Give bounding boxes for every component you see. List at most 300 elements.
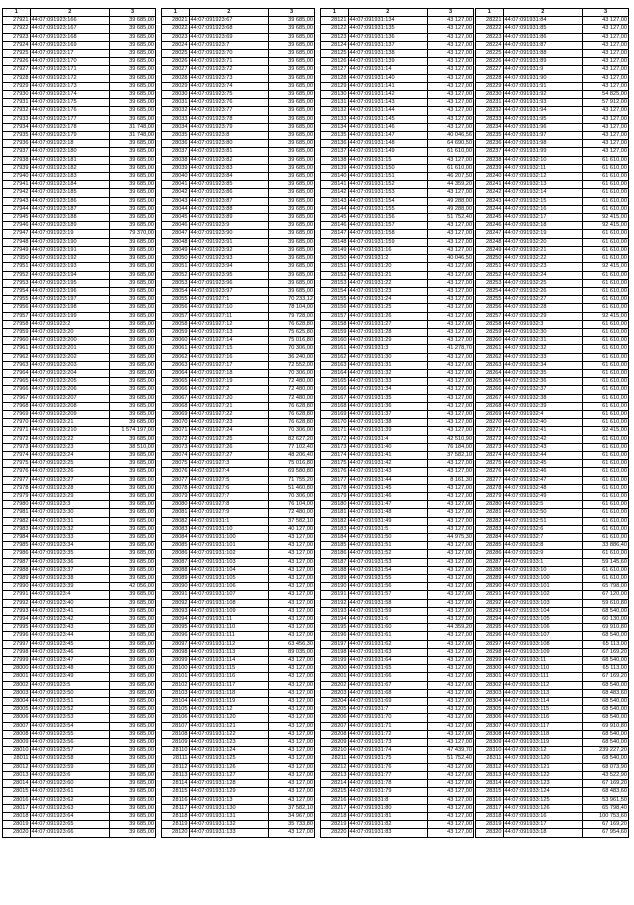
cadastral-value: 43 127,00	[428, 665, 474, 673]
cadastral-number: 44:07:091923:56	[30, 739, 110, 747]
row-number: 28098	[162, 648, 190, 656]
table-row	[321, 271, 474, 279]
table-row	[321, 492, 474, 500]
cadastral-value: 39 685,00	[110, 386, 156, 394]
table-row	[321, 50, 474, 58]
cadastral-number: 44:07:091927:24	[189, 427, 269, 435]
cadastral-number: 44:07:091933:122	[503, 771, 583, 779]
table-row	[162, 583, 315, 591]
table-row	[3, 230, 156, 238]
row-number: 28034	[162, 123, 190, 131]
cadastral-value: 39 685,00	[110, 361, 156, 369]
cadastral-value: 43 127,00	[428, 706, 474, 714]
row-number: 28309	[476, 739, 504, 747]
table-row	[476, 255, 629, 263]
row-number: 28296	[476, 632, 504, 640]
cadastral-number: 44:07:091923:24	[30, 451, 110, 459]
cadastral-value: 43 127,00	[428, 657, 474, 665]
cadastral-number: 44:07:091923:37	[30, 566, 110, 574]
cadastral-number: 44:07:091923:178	[30, 123, 110, 131]
cadastral-number: 44:07:091931:24	[348, 296, 428, 304]
table-row	[476, 739, 629, 747]
table-row	[162, 492, 315, 500]
cadastral-value: 70 233,12	[269, 296, 315, 304]
cadastral-number: 44:07:091931:11	[189, 616, 269, 624]
cadastral-value: 65 113,00	[583, 640, 629, 648]
row-number: 28297	[476, 640, 504, 648]
row-number: 28218	[321, 812, 349, 820]
cadastral-number: 44:07:091923:48	[30, 665, 110, 673]
cadastral-number: 44:07:091923:200	[30, 337, 110, 345]
table-row	[476, 542, 629, 550]
cadastral-value: 54 825,00	[583, 91, 629, 99]
cadastral-value: 92 415,00	[583, 214, 629, 222]
table-row	[476, 566, 629, 574]
cadastral-number: 44:07:091931:64	[348, 657, 428, 665]
table-row	[3, 583, 156, 591]
cadastral-number: 44:07:091923:88	[189, 205, 269, 213]
table-row	[162, 435, 315, 443]
cadastral-value: 61 610,00	[583, 501, 629, 509]
cadastral-value: 71 755,20	[269, 476, 315, 484]
table-row	[3, 394, 156, 402]
row-number: 28213	[321, 771, 349, 779]
row-number: 28181	[321, 509, 349, 517]
row-number: 28014	[3, 780, 31, 788]
table-row	[476, 123, 629, 131]
cadastral-number: 44:07:091931:4	[348, 435, 428, 443]
cadastral-number: 44:07:091923:17	[30, 50, 110, 58]
cadastral-number: 44:07:091931:62	[348, 640, 428, 648]
cadastral-value: 39 685,00	[110, 410, 156, 418]
table-row	[321, 739, 474, 747]
cadastral-number: 44:07:091923:209	[30, 410, 110, 418]
row-number: 28000	[3, 665, 31, 673]
table-row	[476, 509, 629, 517]
cadastral-value: 43 127,00	[269, 599, 315, 607]
row-number: 28192	[321, 599, 349, 607]
cadastral-number: 44:07:091931:95	[503, 115, 583, 123]
table-row	[3, 812, 156, 820]
row-number: 28045	[162, 214, 190, 222]
cadastral-number: 44:07:091931:70	[348, 714, 428, 722]
cadastral-number: 44:07:091931:38	[348, 419, 428, 427]
cadastral-number: 44:07:091923:40	[30, 599, 110, 607]
table-row	[3, 517, 156, 525]
table-row	[321, 189, 474, 197]
row-number: 28318	[476, 812, 504, 820]
table-row	[3, 640, 156, 648]
cadastral-number: 44:07:091923:205	[30, 378, 110, 386]
table-row	[162, 763, 315, 771]
table-row	[3, 402, 156, 410]
row-number: 28191	[321, 591, 349, 599]
row-number: 28259	[476, 328, 504, 336]
cadastral-value: 39 685,00	[110, 91, 156, 99]
cadastral-number: 44:07:091927:6	[189, 484, 269, 492]
row-number: 28178	[321, 484, 349, 492]
header-row	[162, 9, 315, 17]
table-row	[321, 369, 474, 377]
table-row	[476, 796, 629, 804]
table-row	[3, 50, 156, 58]
cadastral-number: 44:07:091923:206	[30, 386, 110, 394]
table-row	[476, 673, 629, 681]
table-row	[3, 607, 156, 615]
table-row	[162, 714, 315, 722]
row-number: 28031	[162, 99, 190, 107]
table-row	[476, 156, 629, 164]
row-number: 28144	[321, 205, 349, 213]
cadastral-number: 44:07:091923:21	[30, 419, 110, 427]
row-number: 27948	[3, 238, 31, 246]
cadastral-number: 44:07:091923:71	[189, 58, 269, 66]
cadastral-number: 44:07:091931:34	[348, 386, 428, 394]
table-row	[321, 41, 474, 49]
row-number: 28265	[476, 378, 504, 386]
row-number: 27997	[3, 640, 31, 648]
row-number: 28070	[162, 419, 190, 427]
table-row	[321, 394, 474, 402]
table-row	[476, 148, 629, 156]
cadastral-value: 43 127,00	[428, 238, 474, 246]
table-row	[321, 419, 474, 427]
row-number: 28108	[162, 730, 190, 738]
cadastral-value: 48 206,40	[269, 451, 315, 459]
cadastral-value: 43 127,00	[583, 17, 629, 25]
cadastral-number: 44:07:091931:14	[348, 66, 428, 74]
table-row	[162, 681, 315, 689]
cadastral-number: 44:07:091931:77	[348, 771, 428, 779]
table-row	[3, 739, 156, 747]
cadastral-value: 43 127,00	[583, 33, 629, 41]
cadastral-value: 39 685,00	[269, 41, 315, 49]
cadastral-value: 43 127,00	[428, 460, 474, 468]
register-table	[2, 8, 156, 838]
cadastral-value: 39 685,00	[110, 189, 156, 197]
cadastral-value: 61 610,00	[583, 320, 629, 328]
cadastral-value: 61 610,00	[583, 271, 629, 279]
cadastral-value: 39 685,00	[110, 599, 156, 607]
cadastral-value: 43 127,00	[428, 583, 474, 591]
row-number: 27982	[3, 517, 31, 525]
table-row	[321, 361, 474, 369]
cadastral-value: 92 415,00	[583, 263, 629, 271]
table-row	[162, 821, 315, 829]
cadastral-number: 44:07:091932:33	[503, 353, 583, 361]
table-row	[321, 681, 474, 689]
cadastral-number: 44:07:091931:2	[348, 255, 428, 263]
table-row	[162, 214, 315, 222]
row-number: 28096	[162, 632, 190, 640]
cadastral-value: 92 415,00	[583, 312, 629, 320]
cadastral-number: 44:07:091927:10	[189, 304, 269, 312]
cadastral-value: 61 610,00	[583, 550, 629, 558]
cadastral-number: 44:07:091931:124	[189, 747, 269, 755]
cadastral-value: 43 127,00	[269, 542, 315, 550]
row-number: 28315	[476, 788, 504, 796]
table-row	[476, 624, 629, 632]
row-number: 28174	[321, 451, 349, 459]
cadastral-value: 39 685,00	[269, 140, 315, 148]
row-number: 27964	[3, 369, 31, 377]
column-header-1: 1	[162, 9, 190, 17]
cadastral-number: 44:07:091931:159	[348, 238, 428, 246]
table-row	[162, 451, 315, 459]
row-number: 28176	[321, 468, 349, 476]
cadastral-value: 39 685,00	[110, 616, 156, 624]
row-number: 28115	[162, 788, 190, 796]
row-number: 28075	[162, 460, 190, 468]
cadastral-number: 44:07:091931:7	[348, 706, 428, 714]
table-row	[321, 279, 474, 287]
table-row	[321, 435, 474, 443]
table-row	[162, 402, 315, 410]
cadastral-number: 44:07:091931:81	[348, 812, 428, 820]
cadastral-value: 76 628,80	[269, 410, 315, 418]
row-number: 28084	[162, 534, 190, 542]
row-number: 28295	[476, 624, 504, 632]
row-number: 28053	[162, 279, 190, 287]
row-number: 27922	[3, 25, 31, 33]
table-row	[162, 17, 315, 25]
cadastral-value: 39 685,00	[269, 156, 315, 164]
row-number: 28165	[321, 378, 349, 386]
cadastral-number: 44:07:091923:57	[30, 747, 110, 755]
table-row	[476, 271, 629, 279]
column-header-1: 1	[321, 9, 349, 17]
cadastral-value: 43 127,00	[428, 763, 474, 771]
table-row	[321, 312, 474, 320]
cadastral-number: 44:07:091931:16	[348, 246, 428, 254]
table-row	[476, 451, 629, 459]
row-number: 28317	[476, 804, 504, 812]
table-row	[3, 107, 156, 115]
cadastral-number: 44:07:091931:50	[348, 534, 428, 542]
cadastral-value: 43 127,00	[428, 353, 474, 361]
table-row	[162, 304, 315, 312]
table-row	[162, 509, 315, 517]
row-number: 27956	[3, 304, 31, 312]
table-row	[321, 181, 474, 189]
row-number: 28039	[162, 164, 190, 172]
cadastral-value: 39 685,00	[110, 205, 156, 213]
table-row	[321, 763, 474, 771]
cadastral-value: 72 480,00	[269, 386, 315, 394]
table-row	[321, 222, 474, 230]
row-number: 27998	[3, 648, 31, 656]
table-row	[476, 33, 629, 41]
table-row	[321, 443, 474, 451]
table-row	[476, 107, 629, 115]
table-row	[321, 345, 474, 353]
cadastral-value: 43 127,00	[428, 50, 474, 58]
cadastral-number: 44:07:091931:96	[503, 123, 583, 131]
cadastral-number: 44:07:091923:186	[30, 197, 110, 205]
cadastral-value: 39 685,00	[269, 82, 315, 90]
cadastral-value: 61 610,00	[583, 255, 629, 263]
row-number: 27986	[3, 550, 31, 558]
row-number: 28272	[476, 435, 504, 443]
cadastral-number: 44:07:091931:32	[348, 369, 428, 377]
table-row	[3, 140, 156, 148]
table-row	[162, 476, 315, 484]
cadastral-value: 61 610,00	[583, 566, 629, 574]
cadastral-value: 39 685,00	[269, 25, 315, 33]
cadastral-value: 43 127,00	[269, 665, 315, 673]
table-row	[321, 328, 474, 336]
row-number: 28204	[321, 698, 349, 706]
cadastral-number: 44:07:091927:12	[189, 320, 269, 328]
table-row	[476, 328, 629, 336]
table-row	[3, 181, 156, 189]
table-row	[3, 804, 156, 812]
cadastral-value: 39 685,00	[110, 484, 156, 492]
table-row	[162, 525, 315, 533]
row-number: 28127	[321, 66, 349, 74]
table-row	[321, 17, 474, 25]
cadastral-value: 61 610,00	[583, 328, 629, 336]
cadastral-number: 44:07:091933:112	[503, 681, 583, 689]
table-row	[162, 164, 315, 172]
cadastral-number: 44:07:091931:133	[189, 829, 269, 837]
cadastral-number: 44:07:091923:170	[30, 58, 110, 66]
table-row	[321, 509, 474, 517]
cadastral-value: 43 127,00	[428, 263, 474, 271]
cadastral-number: 44:07:091933:125	[503, 796, 583, 804]
cadastral-number: 44:07:091932:36	[503, 378, 583, 386]
cadastral-value: 39 685,00	[110, 419, 156, 427]
table-row	[476, 41, 629, 49]
cadastral-value: 43 127,00	[428, 722, 474, 730]
cadastral-number: 44:07:091927:1	[189, 296, 269, 304]
table-row	[321, 673, 474, 681]
cadastral-number: 44:07:091933:115	[503, 706, 583, 714]
table-row	[3, 796, 156, 804]
row-number: 28002	[3, 681, 31, 689]
table-row	[321, 804, 474, 812]
table-row	[476, 337, 629, 345]
table-row	[162, 91, 315, 99]
cadastral-value: 39 685,00	[269, 66, 315, 74]
cadastral-number: 44:07:091931:75	[348, 755, 428, 763]
cadastral-number: 44:07:091923:174	[30, 91, 110, 99]
table-row	[162, 246, 315, 254]
row-number: 28206	[321, 714, 349, 722]
cadastral-value: 39 685,00	[269, 107, 315, 115]
cadastral-number: 44:07:091931:138	[348, 50, 428, 58]
row-number: 27945	[3, 214, 31, 222]
row-number: 28251	[476, 263, 504, 271]
row-number: 27991	[3, 591, 31, 599]
row-number: 28180	[321, 501, 349, 509]
table-row	[162, 788, 315, 796]
cadastral-number: 44:07:091923:9	[189, 222, 269, 230]
table-row	[476, 99, 629, 107]
table-row	[162, 542, 315, 550]
cadastral-value: 39 685,00	[269, 238, 315, 246]
cadastral-value: 43 127,00	[583, 74, 629, 82]
table-row	[321, 337, 474, 345]
row-number: 28173	[321, 443, 349, 451]
cadastral-number: 44:07:091931:98	[503, 140, 583, 148]
row-number: 27924	[3, 41, 31, 49]
column-header-2: 2	[189, 9, 269, 17]
cadastral-number: 44:07:091931:43	[348, 468, 428, 476]
cadastral-number: 44:07:091923:210	[30, 427, 110, 435]
cadastral-number: 44:07:091931:84	[503, 17, 583, 25]
cadastral-value: 44 359,20	[428, 624, 474, 632]
row-number: 28154	[321, 287, 349, 295]
table-row	[162, 747, 315, 755]
row-number: 28133	[321, 115, 349, 123]
row-number: 28215	[321, 788, 349, 796]
cadastral-number: 44:07:091923:50	[30, 689, 110, 697]
cadastral-value: 43 127,00	[428, 607, 474, 615]
cadastral-number: 44:07:091927:25	[189, 435, 269, 443]
row-number: 28140	[321, 173, 349, 181]
table-row	[321, 255, 474, 263]
row-number: 28071	[162, 427, 190, 435]
column-header-1: 1	[3, 9, 31, 17]
table-row	[476, 788, 629, 796]
table-row	[476, 714, 629, 722]
table-row	[162, 238, 315, 246]
row-number: 27935	[3, 132, 31, 140]
table-row	[321, 550, 474, 558]
row-number: 28248	[476, 238, 504, 246]
table-row	[476, 189, 629, 197]
table-row	[321, 796, 474, 804]
table-row	[162, 263, 315, 271]
table-row	[3, 263, 156, 271]
row-number: 28107	[162, 722, 190, 730]
cadastral-number: 44:07:091931:116	[189, 673, 269, 681]
cadastral-number: 44:07:091931:12	[189, 706, 269, 714]
row-number: 28074	[162, 451, 190, 459]
table-row	[162, 99, 315, 107]
table-row	[321, 525, 474, 533]
cadastral-number: 44:07:091933:126	[503, 804, 583, 812]
cadastral-number: 44:07:091933:103	[503, 599, 583, 607]
table-row	[321, 821, 474, 829]
table-row	[476, 665, 629, 673]
table-row	[162, 230, 315, 238]
row-number: 28089	[162, 575, 190, 583]
cadastral-number: 44:07:091923:65	[30, 821, 110, 829]
cadastral-value: 43 127,00	[269, 747, 315, 755]
row-number: 28237	[476, 148, 504, 156]
row-number: 28298	[476, 648, 504, 656]
cadastral-value: 61 610,00	[583, 197, 629, 205]
cadastral-value: 76 628,80	[269, 402, 315, 410]
table-row	[3, 780, 156, 788]
table-row	[321, 58, 474, 66]
row-number: 28250	[476, 255, 504, 263]
table-row	[321, 33, 474, 41]
cadastral-value: 43 127,00	[269, 796, 315, 804]
cadastral-value: 43 127,00	[269, 583, 315, 591]
row-number: 28292	[476, 599, 504, 607]
cadastral-value: 61 610,00	[583, 468, 629, 476]
table-row	[162, 780, 315, 788]
table-row	[476, 312, 629, 320]
row-number: 28207	[321, 722, 349, 730]
cadastral-value: 43 127,00	[428, 796, 474, 804]
table-row	[3, 279, 156, 287]
cadastral-number: 44:07:091932:51	[503, 517, 583, 525]
table-row	[162, 140, 315, 148]
